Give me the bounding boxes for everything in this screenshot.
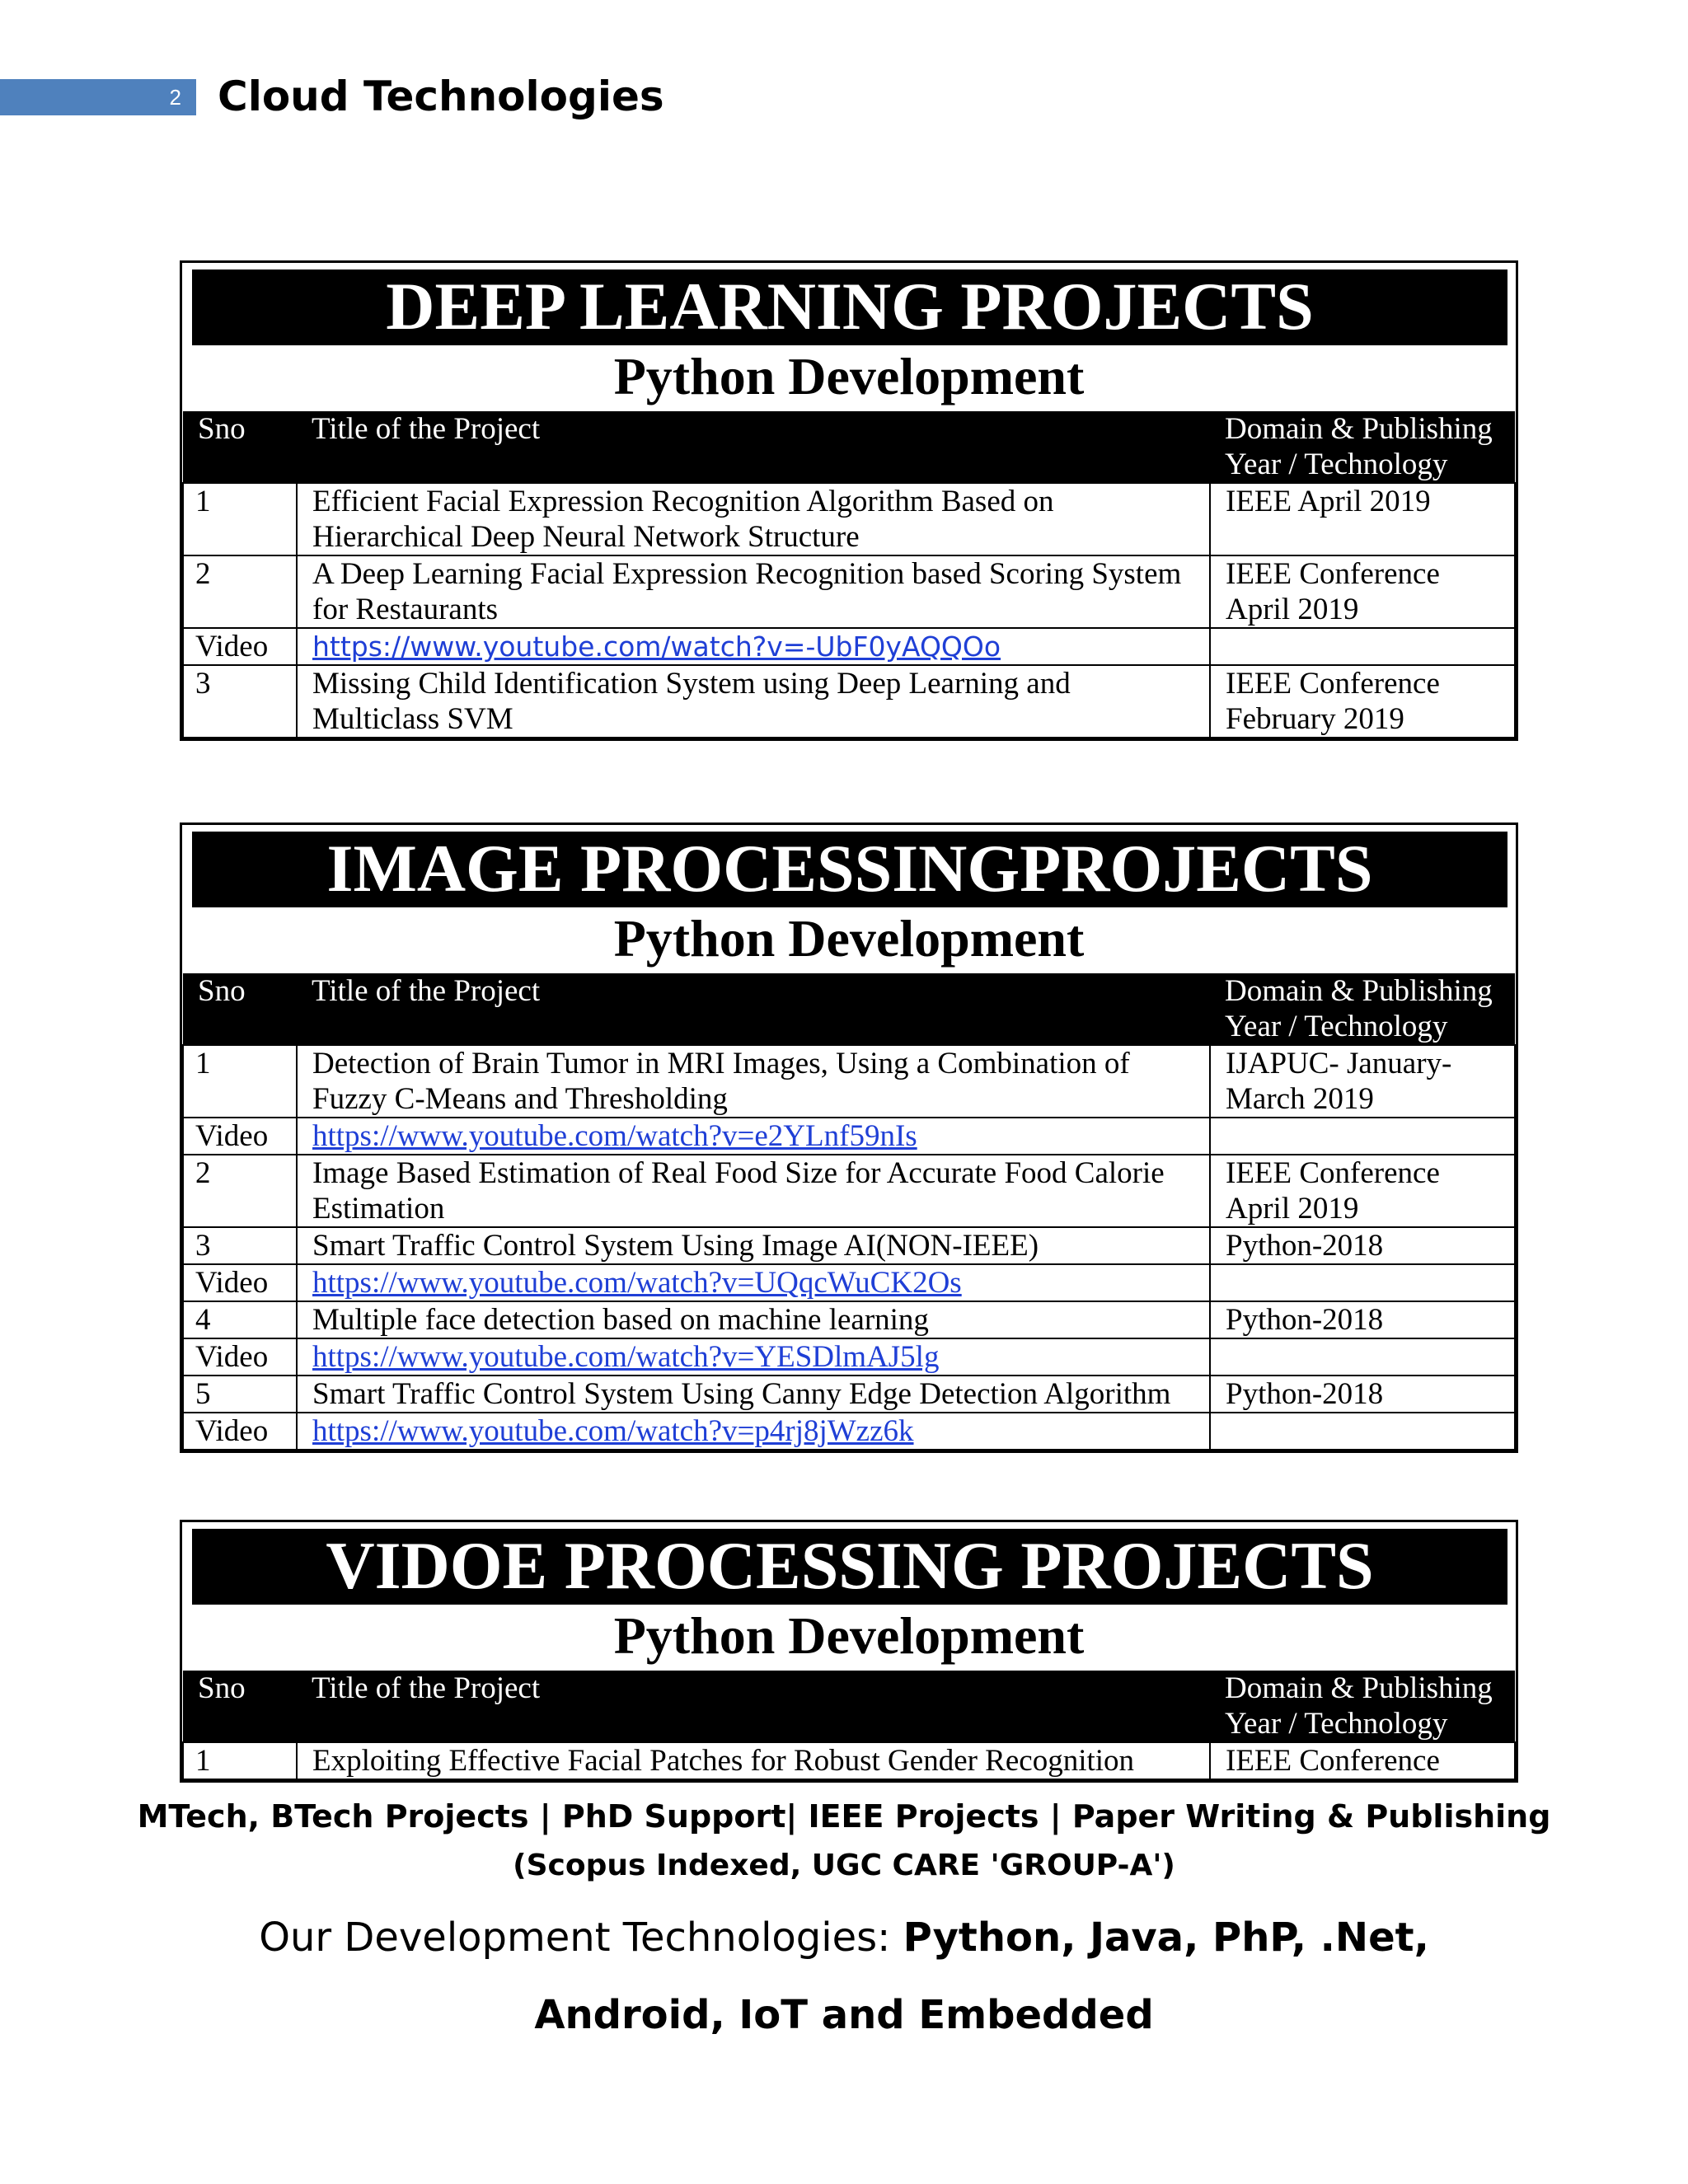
table-row: [183, 628, 1515, 665]
table-header-row: [183, 973, 1515, 1045]
video-link[interactable]: https://www.youtube.com/watch?v=UQqcWuCK2Os: [297, 1264, 1210, 1301]
column-header-sno: Sno: [183, 1671, 297, 1742]
row-domain: IEEE April 2019: [1210, 483, 1515, 555]
row-sno: Video: [183, 1338, 297, 1376]
footer-technologies-label: Our Development Technologies:: [259, 1915, 891, 1961]
row-domain: Python-2018: [1210, 1301, 1515, 1338]
projects-table: [182, 411, 1516, 738]
table-row: [183, 1338, 1515, 1376]
row-sno: 2: [183, 555, 297, 628]
column-header-title: Title of the Project: [297, 1671, 1210, 1742]
row-domain: [1210, 1413, 1515, 1450]
column-header-domain: Domain & Publishing Year / Technology: [1210, 973, 1515, 1045]
footer-technologies-list: Python, Java, PhP, .Net,: [903, 1915, 1429, 1961]
column-header-domain: Domain & Publishing Year / Technology: [1210, 411, 1515, 483]
table-row: [183, 1413, 1515, 1450]
section-subtitle: Python Development: [613, 347, 1085, 405]
table-header-row: [183, 411, 1515, 483]
footer-services: MTech, BTech Projects | PhD Support| IEEE Projects | Paper Writing & Publishing: [137, 1798, 1551, 1835]
section-title: DEEP LEARNING PROJECTS: [192, 269, 1507, 345]
row-domain: IEEE Conference February 2019: [1210, 665, 1515, 738]
table-row: [183, 1264, 1515, 1301]
row-domain: IEEE Conference April 2019: [1210, 555, 1515, 628]
row-sno: 5: [183, 1376, 297, 1413]
section-frame: [180, 823, 1518, 1453]
section-title: VIDOE PROCESSING PROJECTS: [192, 1529, 1507, 1605]
table-row: [183, 665, 1515, 738]
table-row: [183, 1376, 1515, 1413]
section-video-processing: [180, 1520, 1518, 1783]
row-title: Smart Traffic Control System Using Canny Edge Detection Algorithm: [297, 1376, 1210, 1413]
column-header-title: Title of the Project: [297, 973, 1210, 1045]
section-image-processing: [180, 823, 1518, 1453]
row-domain: IJAPUC- January-March 2019: [1210, 1045, 1515, 1118]
row-domain: [1210, 1264, 1515, 1301]
header-title: Cloud Technologies: [218, 73, 664, 120]
projects-table: [182, 973, 1516, 1451]
row-sno: 4: [183, 1301, 297, 1338]
row-title: Image Based Estimation of Real Food Size for Accurate Food Calorie Estimation: [297, 1155, 1210, 1227]
table-row: [183, 1118, 1515, 1155]
row-title: Efficient Facial Expression Recognition Algorithm Based on Hierarchical Deep Neural Network Structure: [297, 483, 1210, 555]
table-header-row: [183, 1671, 1515, 1742]
table-row: [183, 1155, 1515, 1227]
row-domain: IEEE Conference April 2019: [1210, 1155, 1515, 1227]
column-header-domain: Domain & Publishing Year / Technology: [1210, 1671, 1515, 1742]
row-title: Multiple face detection based on machine learning: [297, 1301, 1210, 1338]
row-sno: Video: [183, 1264, 297, 1301]
row-domain: [1210, 1338, 1515, 1376]
page-header: [0, 73, 824, 120]
row-sno: 1: [183, 483, 297, 555]
row-sno: 1: [183, 1742, 297, 1779]
table-row: [183, 1227, 1515, 1264]
footer-technologies: [0, 1909, 1688, 1986]
table-row: [183, 1045, 1515, 1118]
row-sno: Video: [183, 628, 297, 665]
row-domain: [1210, 628, 1515, 665]
table-row: [183, 483, 1515, 555]
section-frame: [180, 260, 1518, 741]
table-row: [183, 1742, 1515, 1779]
row-domain: Python-2018: [1210, 1376, 1515, 1413]
table-row: [183, 555, 1515, 628]
footer-technologies-list-2: Android, IoT and Embedded: [534, 1992, 1154, 2038]
column-header-title: Title of the Project: [297, 411, 1210, 483]
section-subtitle: Python Development: [613, 1606, 1085, 1665]
section-title: IMAGE PROCESSINGPROJECTS: [192, 832, 1507, 907]
row-sno: 3: [183, 665, 297, 738]
column-header-sno: Sno: [183, 411, 297, 483]
row-domain: IEEE Conference: [1210, 1742, 1515, 1779]
row-domain: Python-2018: [1210, 1227, 1515, 1264]
video-link[interactable]: https://www.youtube.com/watch?v=e2YLnf59nIs: [297, 1118, 1210, 1155]
row-title: Exploiting Effective Facial Patches for Robust Gender Recognition: [297, 1742, 1210, 1779]
video-link[interactable]: https://www.youtube.com/watch?v=p4rj8jWzz6k: [297, 1413, 1210, 1450]
table-row: [183, 1301, 1515, 1338]
video-link[interactable]: https://www.youtube.com/watch?v=-UbF0yAQQOo: [297, 628, 1210, 665]
projects-table: [182, 1671, 1516, 1780]
footer-indexing: (Scopus Indexed, UGC CARE 'GROUP-A'): [513, 1849, 1175, 1882]
footer: [0, 1793, 1688, 2044]
row-sno: 1: [183, 1045, 297, 1118]
section-frame: [180, 1520, 1518, 1783]
row-sno: Video: [183, 1118, 297, 1155]
row-sno: 2: [183, 1155, 297, 1227]
row-sno: 3: [183, 1227, 297, 1264]
row-title: Smart Traffic Control System Using Image AI(NON-IEEE): [297, 1227, 1210, 1264]
row-title: A Deep Learning Facial Expression Recognition based Scoring System for Restaurants: [297, 555, 1210, 628]
video-link[interactable]: https://www.youtube.com/watch?v=YESDlmAJ5lg: [297, 1338, 1210, 1376]
column-header-sno: Sno: [183, 973, 297, 1045]
row-sno: Video: [183, 1413, 297, 1450]
section-deep-learning: [180, 260, 1518, 741]
page-number: 2: [0, 79, 196, 115]
row-title: Detection of Brain Tumor in MRI Images, Using a Combination of Fuzzy C-Means and Thresholding: [297, 1045, 1210, 1118]
row-domain: [1210, 1118, 1515, 1155]
row-title: Missing Child Identification System using Deep Learning and Multiclass SVM: [297, 665, 1210, 738]
section-subtitle: Python Development: [613, 909, 1085, 968]
